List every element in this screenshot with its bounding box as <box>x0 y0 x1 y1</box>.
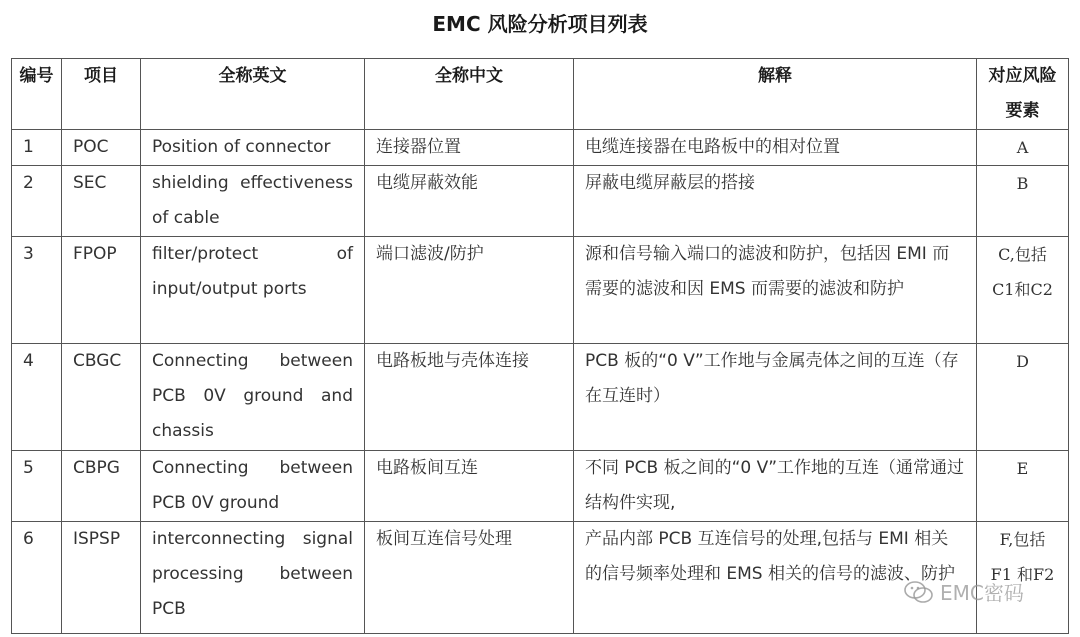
cell-risk: F,包括 F1 和F2 <box>977 522 1069 634</box>
cell-chinese: 连接器位置 <box>365 130 574 166</box>
cell-chinese: 电路板地与壳体连接 <box>365 344 574 451</box>
cell-risk: A <box>977 130 1069 166</box>
cell-item: CBGC <box>62 344 141 451</box>
cell-risk: D <box>977 344 1069 451</box>
page-title: EMC 风险分析项目列表 <box>432 12 648 36</box>
cell-explanation: 屏蔽电缆屏蔽层的搭接 <box>574 166 977 237</box>
cell-explanation: PCB 板的“0 V”工作地与金属壳体之间的互连（存在互连时） <box>574 344 977 451</box>
table-header-row <box>12 59 1069 130</box>
cell-english: filter/protect of input/output ports <box>141 237 365 344</box>
watermark <box>904 577 1024 606</box>
cell-item: ISPSP <box>62 522 141 634</box>
watermark-text: EMC密码 <box>940 581 1024 605</box>
table-row <box>12 166 1069 237</box>
header-item: 项目 <box>62 59 141 130</box>
cell-explanation: 电缆连接器在电路板中的相对位置 <box>574 130 977 166</box>
cell-risk: E <box>977 451 1069 522</box>
cell-chinese: 电路板间互连 <box>365 451 574 522</box>
header-chinese: 全称中文 <box>365 59 574 130</box>
cell-risk: C,包括 C1和C2 <box>977 237 1069 344</box>
cell-number: 1 <box>12 130 62 166</box>
table-row <box>12 451 1069 522</box>
cell-number: 2 <box>12 166 62 237</box>
cell-english: Position of connector <box>141 130 365 166</box>
header-number: 编号 <box>12 59 62 130</box>
header-english: 全称英文 <box>141 59 365 130</box>
header-risk: 对应风险要素 <box>977 59 1069 130</box>
cell-item: SEC <box>62 166 141 237</box>
cell-number: 6 <box>12 522 62 634</box>
cell-english: interconnecting signal processing between PCB <box>141 522 365 634</box>
cell-item: FPOP <box>62 237 141 344</box>
table-row <box>12 344 1069 451</box>
risk-analysis-table <box>11 58 1069 634</box>
cell-english: shielding effectiveness of cable <box>141 166 365 237</box>
table-row <box>12 237 1069 344</box>
cell-item: POC <box>62 130 141 166</box>
cell-number: 3 <box>12 237 62 344</box>
cell-chinese: 端口滤波/防护 <box>365 237 574 344</box>
cell-explanation: 产品内部 PCB 互连信号的处理,包括与 EMI 相关的信号频率处理和 EMS 相关的信号的滤波、防护 <box>574 522 977 634</box>
cell-explanation: 不同 PCB 板之间的“0 V”工作地的互连（通常通过结构件实现, <box>574 451 977 522</box>
header-explanation: 解释 <box>574 59 977 130</box>
wechat-logo-icon <box>904 580 934 604</box>
cell-explanation: 源和信号输入端口的滤波和防护，包括因 EMI 而需要的滤波和因 EMS 而需要的滤波和防护 <box>574 237 977 344</box>
cell-number: 4 <box>12 344 62 451</box>
cell-risk: B <box>977 166 1069 237</box>
cell-item: CBPG <box>62 451 141 522</box>
cell-chinese: 板间互连信号处理 <box>365 522 574 634</box>
cell-english: Connecting between PCB 0V ground and chassis <box>141 344 365 451</box>
cell-chinese: 电缆屏蔽效能 <box>365 166 574 237</box>
cell-english: Connecting between PCB 0V ground <box>141 451 365 522</box>
table-row <box>12 130 1069 166</box>
cell-number: 5 <box>12 451 62 522</box>
